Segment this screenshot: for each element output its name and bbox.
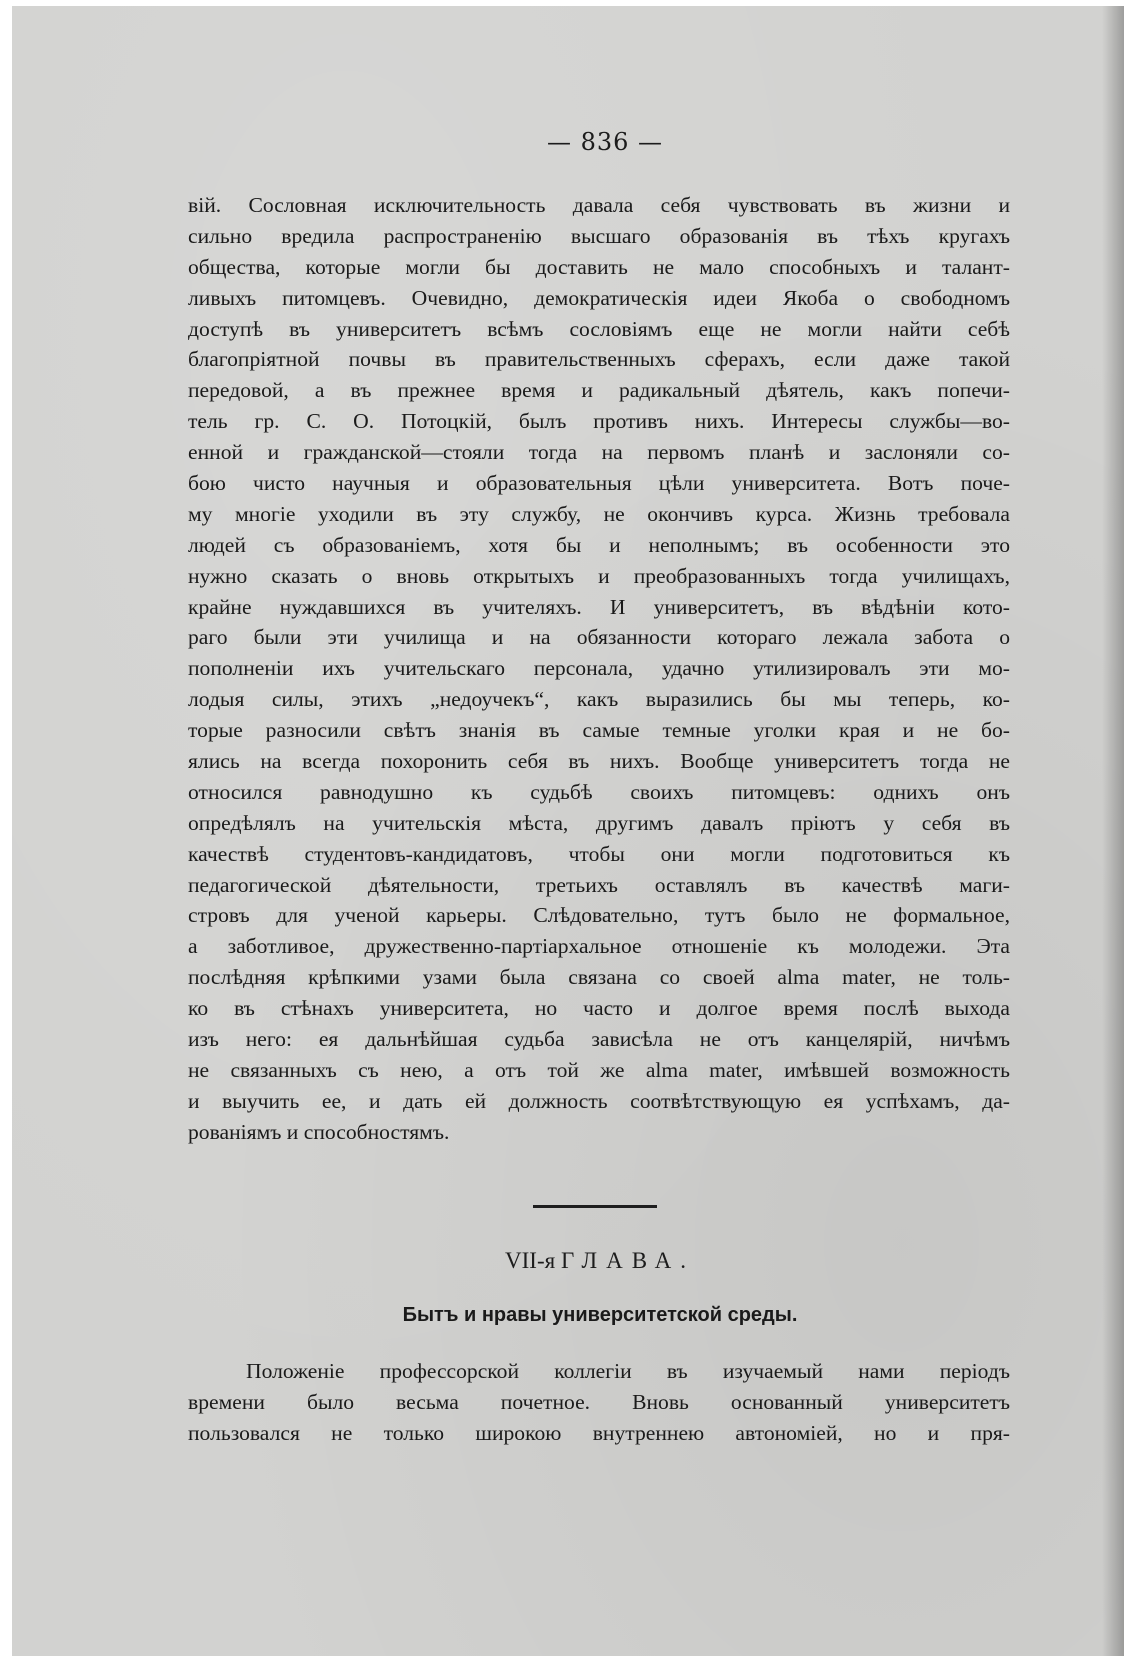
text-line: времени было весьма почетное. Вновь основанный университетъ [188, 1389, 1010, 1414]
text-line: ялись на всегда похоронить себя въ нихъ. Вообще университетъ тогда не [188, 749, 1010, 774]
text-line: доступѣ въ университетъ всѣмъ сословіямъ еще не могли найти себѣ [188, 316, 1010, 341]
page-number: — 836 — [546, 128, 664, 156]
text-line: послѣдняя крѣпкими узами была связана со своей alma mater, не толь- [188, 965, 1010, 990]
chapter-number: VII-я [505, 1248, 556, 1273]
text-line: ливыхъ питомцевъ. Очевидно, демократическія идеи Якоба о свободномъ [188, 285, 1010, 310]
text-line: стровъ для ученой карьеры. Слѣдовательно, тутъ было не формальное, [188, 903, 1010, 928]
chapter-word: ГЛАВА. [560, 1248, 695, 1273]
main-paragraph [188, 190, 1010, 1148]
text-line: му многіе уходили въ эту службу, не окончивъ курса. Жизнь требовала [188, 501, 1010, 526]
text-line: не связанныхъ съ нею, а отъ той же alma mater, имѣвшей возможность [188, 1057, 1010, 1082]
text-line: педагогической дѣятельности, третьихъ оставлялъ въ качествѣ маги- [188, 872, 1010, 897]
text-line: пользовался не только широкою внутреннею автономіей, но и пря- [188, 1420, 1010, 1445]
text-line: изъ него: ея дальнѣйшая судьба зависѣла не отъ канцелярій, ничѣмъ [188, 1027, 1010, 1052]
page-edge-shadow [1102, 6, 1124, 1656]
text-line: качествѣ студентовъ-кандидатовъ, чтобы они могли подготовиться къ [188, 841, 1010, 866]
text-line: рованіямъ и способностямъ. [188, 1119, 450, 1144]
text-line: Положеніе профессорской коллегіи въ изучаемый нами періодъ [246, 1359, 1010, 1383]
text-line: ко въ стѣнахъ университета, но часто и долгое время послѣ выхода [188, 996, 1010, 1021]
text-line: бою чисто научныя и образовательныя цѣли университета. Вотъ поче- [188, 471, 1010, 496]
text-line: нужно сказать о вновь открытыхъ и преобразованныхъ тогда училищахъ, [188, 563, 1010, 588]
text-line: передовой, а въ прежнее время и радикальный дѣятель, какъ попечи- [188, 378, 1010, 403]
text-line: пополненіи ихъ учительскаго персонала, удачно утилизировалъ эти мо- [188, 656, 1010, 681]
text-line: общества, которые могли бы доставить не мало способныхъ и талант- [188, 254, 1010, 279]
text-line: раго были эти училища и на обязанности котораго лежала забота о [188, 625, 1010, 650]
text-line: енной и гражданской—стояли тогда на первомъ планѣ и заслоняли со- [188, 440, 1010, 465]
second-paragraph [188, 1356, 1010, 1449]
text-line: тель гр. С. О. Потоцкій, былъ противъ нихъ. Интересы службы—во- [188, 409, 1010, 434]
text-line: относился равнодушно къ судьбѣ своихъ питомцевъ: однихъ онъ [188, 779, 1010, 804]
text-line: опредѣлялъ на учительскія мѣста, другимъ давалъ пріютъ у себя въ [188, 810, 1010, 835]
text-line: торые разносили свѣтъ знанія въ самые темные уголки края и не бо- [188, 718, 1010, 743]
chapter-title [0, 1248, 1140, 1274]
text-line: людей съ образованіемъ, хотя бы и неполнымъ; въ особенности это [188, 532, 1010, 557]
text-line: а заботливое, дружественно-партіархальное отношеніе къ молодежи. Эта [188, 934, 1010, 959]
text-line: крайне нуждавшихся въ учителяхъ. И университетъ, въ вѣдѣніи кото- [188, 594, 1010, 619]
section-heading: Бытъ и нравы университетской среды. [402, 1304, 798, 1326]
text-line: и выучить ее, и дать ей должность соотвѣтствующую ея успѣхамъ, да- [188, 1088, 1010, 1113]
text-line: сильно вредила распространенію высшаго образованія въ тѣхъ кругахъ [188, 223, 1010, 248]
text-line: лодыя силы, этихъ „недоучекъ“, какъ выразились бы мы теперь, ко- [188, 687, 1010, 712]
text-line: благопріятной почвы въ правительственныхъ сферахъ, если даже такой [188, 347, 1010, 372]
section-divider [533, 1205, 657, 1208]
text-line: вій. Сословная исключительность давала себя чувствовать въ жизни и [188, 193, 1010, 217]
